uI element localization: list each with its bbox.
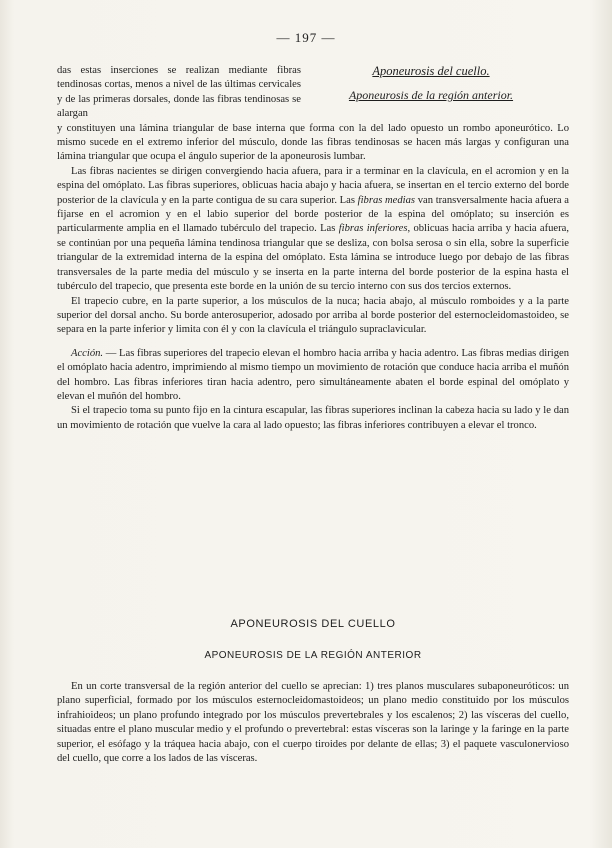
paragraph-5: Si el trapecio toma su punto fijo en la cintura escapular, las fibras superiores inclinan la cabeza hacia su lado y le dan un movimiento de rotación que vuelve la cara al lado opuesto; las fibras inferiores contribuyen a elevar el tronco. (57, 405, 569, 431)
p2-text-3: , oblicuas hacia arriba y hacia afuera, se continúan por una pequeña lámina tendinosa triangular que se desliza, con bolsa serosa o sin ella, sobre la superficie triangular de la extremidad interna de la espina del omóplato. Esta lámina se introduce luego por debajo de las fibras transversales de la parte media del músculo y se inserta en la parte interna del borde posterior de la espina hasta el tubérculo del trapecio, que presenta este borde en la unión de su tercio interno con sus dos tercios externos. (57, 223, 569, 293)
paragraph-6: En un corte transversal de la región anterior del cuello se aprecian: 1) tres planos musculares subaponeuróticos: un plano superficial, formado por los músculos esternocleidomastoideos; un plano medio constituido por los músculos infrahioideos; un plano profundo integrado por los músculos prevertebrales y los escalenos; 2) las vísceras del cuello, situadas entre el plano muscular medio y el profundo o prevertebral: estas vísceras son la laringe y la faringe en la parte superior, el esófago y la tráquea hacia abajo, con el cuerpo tiroides por delante de ellas; 3) el paquete vasculonervioso del cuello, que corre a los lados de las vísceras. (57, 681, 569, 765)
paragraph-4 (57, 347, 569, 405)
accion-label: Acción. (71, 347, 104, 359)
paragraph-2 (57, 165, 569, 295)
margin-title: Aponeurosis del cuello. (372, 64, 490, 78)
paragraph-3: El trapecio cubre, en la parte superior, a los músculos de la nuca; hacia abajo, al músculo romboides y a la parte superior del dorsal ancho. Su borde anterosuperior, adosado por arriba al borde posterior del esternocleidomastoideo, se separa en la parte inferior y limita con él y con la clavícula el triángulo supraclavicular. (57, 295, 569, 336)
body-text (57, 64, 569, 433)
paragraph-1a: das estas inserciones se realizan mediante fibras tendinosas cortas, menos a nivel de las últimas cervicales y de las primeras dorsales, donde las fibras tendinosas se alargan (57, 65, 301, 120)
p2-text-1: Las fibras nacientes se dirigen convergiendo hacia afuera, para ir a terminar en la clavícula, en el acromion y en la espina del omóplato. Las fibras superiores, oblicuas hacia abajo y hacia afuera, se insertan en el tercio externo del borde posterior de la clavícula y en la parte contigua de su cara superior. Las (57, 165, 569, 206)
section-subheading: APONEUROSIS DE LA REGIÓN ANTERIOR (204, 650, 422, 661)
margin-subtitle: Aponeurosis de la región anterior. (348, 88, 514, 102)
p2-text-2: van transversalmente hacia afuera a fijarse en el acromion y en el labio superior del borde posterior de la espina del omóplato; su inserción es particularmente amplia en el llamado tubérculo del trapecio. Las (57, 194, 569, 235)
section-heading: APONEUROSIS DEL CUELLO (230, 618, 396, 630)
section-body (57, 680, 569, 766)
page-number: — 197 — (276, 30, 336, 45)
paragraph-1b: y constituyen una lámina triangular de base interna que forma con la del lado opuesto un rombo aponeurótico. Lo mismo sucede en el extremo inferior del músculo, donde las fibras tendinosas se hacen más largas y configuran una lámina triangular que ocupa el ángulo superior de la aponeurosis lumbar. (57, 122, 569, 163)
p2-emphasis-fibras-medias: fibras medias (357, 194, 416, 206)
accion-text: — Las fibras superiores del trapecio elevan el hombro hacia arriba y hacia adentro. Las fibras medias dirigen el omóplato hacia adentro, imprimiendo al mismo tiempo un movimiento de rotación que conduce hacia arriba el muñón del hombro. Las fibras inferiores tiran hacia adentro, pero simultáneamente abaten el borde espinal del omóplato y elevan el muñón del hombro. (57, 347, 569, 402)
p2-emphasis-fibras-inferiores: fibras inferiores (338, 223, 408, 235)
